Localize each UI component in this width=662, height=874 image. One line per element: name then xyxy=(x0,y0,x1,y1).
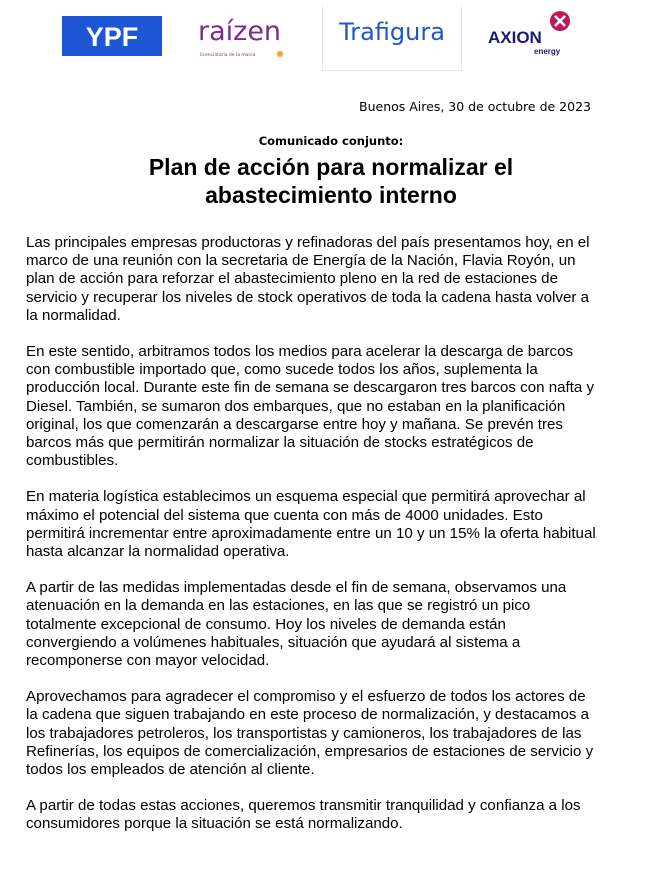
kicker: Comunicado conjunto: xyxy=(258,134,404,148)
axion-logo-text: AXION xyxy=(488,28,542,47)
paragraph: A partir de todas estas acciones, queremos transmitir tranquilidad y confianza a los consumidores porque la situación se está normalizando. xyxy=(26,797,581,833)
paragraph: Las principales empresas productoras y refinadoras del país presentamos hoy, en el marco de una reunión con la secretaria de Energía de la Nación, Flavia Royón, un plan de acción para reforzar el abastecimiento pleno en la red de estaciones de servicio y recuperar los niveles de stock operativos de toda la cadena hasta volver a la normalidad. xyxy=(26,234,590,324)
paragraph: En este sentido, arbitramos todos los medios para acelerar la descarga de barcos con combustible importado que, como sucede todos los años, suplementa la producción local. Durante este fin de semana se descargaron tres barcos con nafta y Diesel. También, se sumaron dos embarques, que no estaban en la planificación original, los que comenzarán a descargarse entre hoy y mañana. Se prevén tres barcos más que permitirán normalizar la situación de stocks estratégicos de combustibles. xyxy=(26,343,595,470)
ypf-logo xyxy=(50,6,172,70)
logo-bar xyxy=(0,0,662,80)
paragraph: En materia logística establecimos un esquema especial que permitirá aprovechar al máximo el potencial del sistema que cuenta con más de 4000 unidades. Esto permitirá incrementar entre aproximadamente entre un 10 y un 15% la oferta habitual hasta alcanzar la normalidad operativa. xyxy=(26,488,596,561)
date-line: Buenos Aires, 30 de octubre de 2023 xyxy=(359,99,591,114)
paragraph: A partir de las medidas implementadas desde el fin de semana, observamos una atenuación en la demanda en las estaciones, en las que se registró un pico totalmente excepcional de consumo. Hoy los niveles de demanda están convergiendo a volúmenes habituales, situación que ayudará al sistema a recomponerse con mayor velocidad. xyxy=(26,579,567,670)
title-line-1: Plan de acción para normalizar el xyxy=(148,154,514,180)
raizen-dot-icon xyxy=(277,51,283,57)
body-text xyxy=(26,234,596,852)
trafigura-logo-text: Trafigura xyxy=(339,18,445,46)
trafigura-logo xyxy=(322,6,462,71)
page-title xyxy=(0,153,662,209)
title-line-2: abastecimiento interno xyxy=(205,182,457,208)
axion-logo-sub: energy xyxy=(534,47,561,56)
axion-logo xyxy=(474,6,584,70)
raizen-logo-text: raízen xyxy=(198,16,282,47)
ypf-logo-text: YPF xyxy=(85,22,139,52)
raizen-logo xyxy=(186,6,312,70)
raizen-logo-tagline: licenciataria de la marca xyxy=(200,53,256,58)
paragraph: Aprovechamos para agradecer el compromiso y el esfuerzo de todos los actores de la cadena que siguen trabajando en este proceso de normalización, y destacamos a los trabajadores petroleros, los transportistas y camioneros, los trabajadores de las Refinerías, los equipos de comercialización, empresarios de estaciones de servicio y todos los empleados de atención al cliente. xyxy=(26,688,594,779)
